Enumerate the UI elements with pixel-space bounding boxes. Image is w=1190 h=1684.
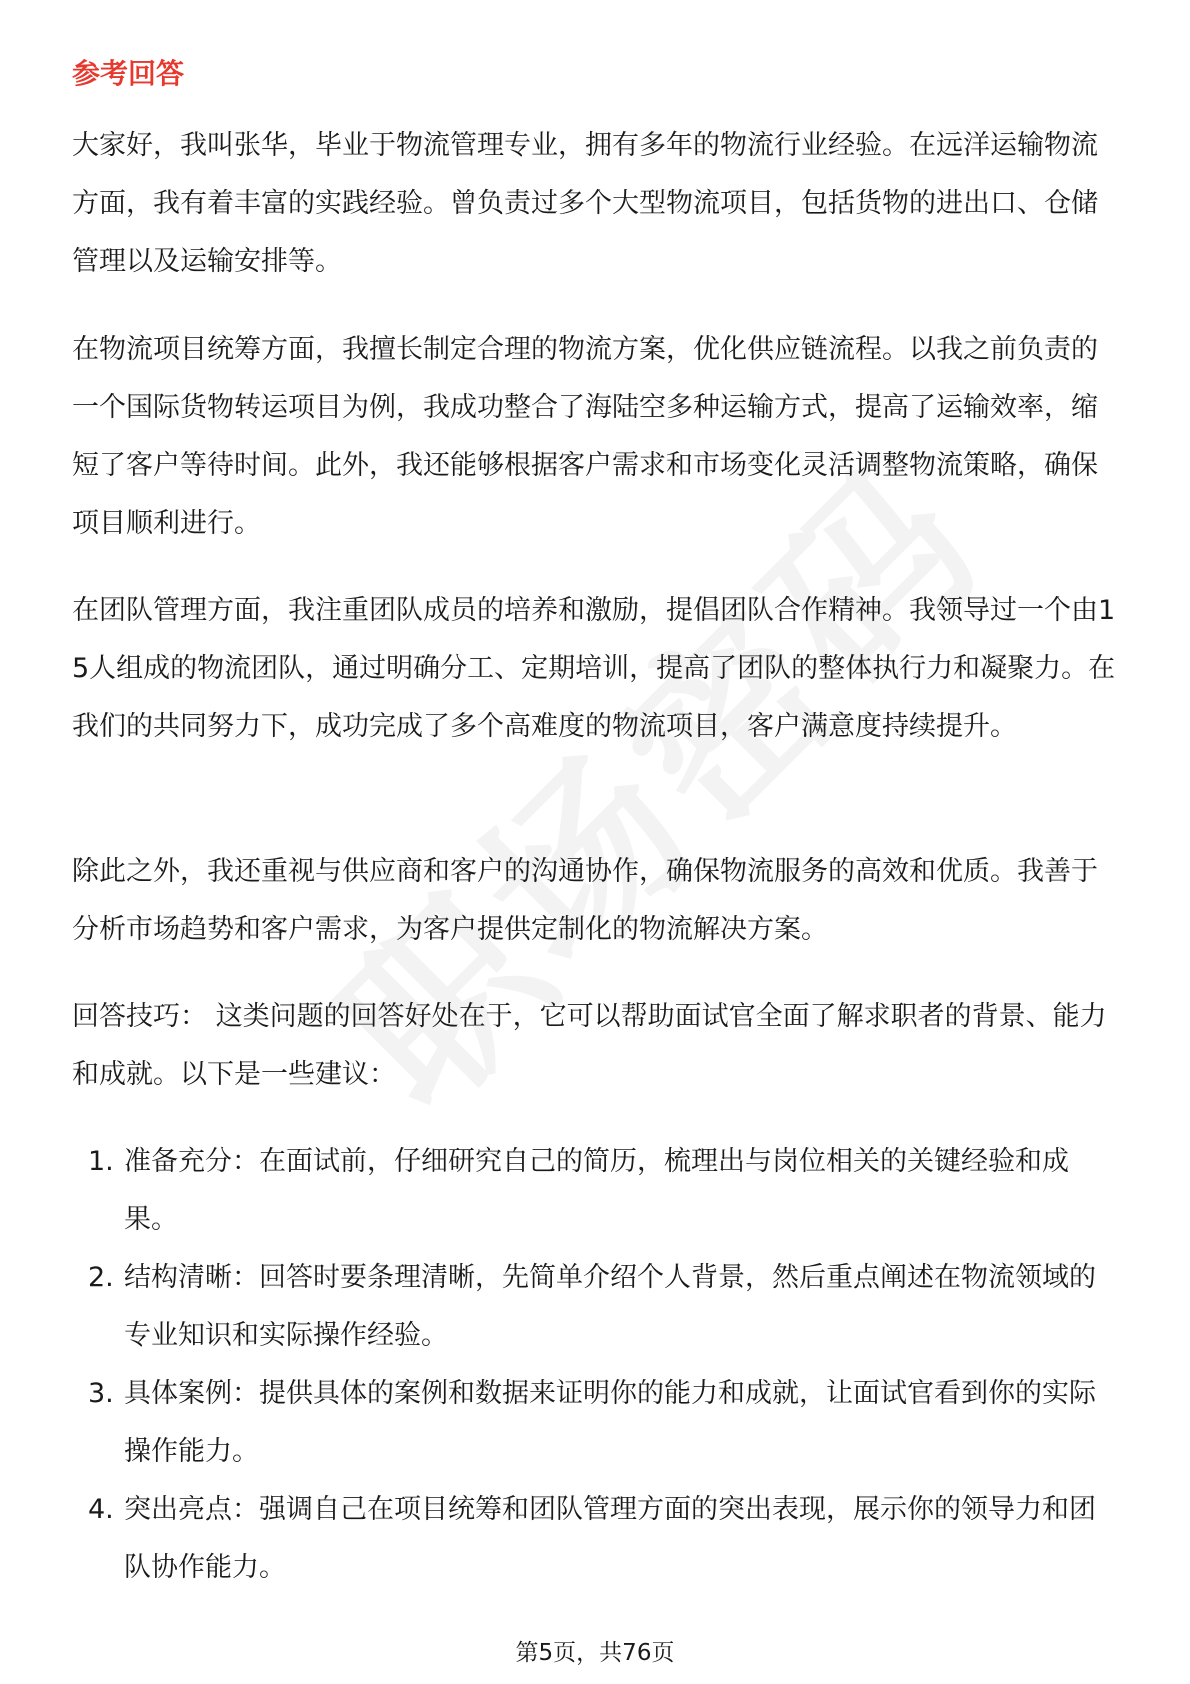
list-item bbox=[72, 1133, 1122, 1249]
answer-paragraph-communication: 除此之外，我还重视与供应商和客户的沟通协作，确保物流服务的高效和优质。我善于分析市场趋势和客户需求，为客户提供定制化的物流解决方案。 bbox=[72, 856, 1098, 945]
list-item-text: 突出亮点：强调自己在项目统筹和团队管理方面的突出表现，展示你的领导力和团队协作能力。 bbox=[124, 1494, 1096, 1583]
list-item-text: 准备充分：在面试前，仔细研究自己的简历，梳理出与岗位相关的关键经验和成果。 bbox=[124, 1146, 1069, 1235]
list-item-number: 2. bbox=[88, 1262, 114, 1293]
list-item-number: 1. bbox=[88, 1146, 114, 1177]
list-item-number: 4. bbox=[88, 1494, 114, 1525]
list-item-text: 具体案例：提供具体的案例和数据来证明你的能力和成就，让面试官看到你的实际操作能力。 bbox=[124, 1378, 1096, 1467]
page-number-footer: 第5页，共76页 bbox=[515, 1640, 675, 1666]
list-item bbox=[72, 1365, 1122, 1481]
answer-paragraph-team: 在团队管理方面，我注重团队成员的培养和激励，提倡团队合作精神。我领导过一个由15人组成的物流团队，通过明确分工、定期培训，提高了团队的整体执行力和凝聚力。在我们的共同努力下，成功完成了多个高难度的物流项目，客户满意度持续提升。 bbox=[72, 595, 1116, 742]
list-item bbox=[72, 1249, 1122, 1365]
list-item bbox=[72, 1481, 1122, 1597]
list-item-text: 结构清晰：回答时要条理清晰，先简单介绍个人背景，然后重点阐述在物流领域的专业知识和实际操作经验。 bbox=[124, 1262, 1096, 1351]
tips-list bbox=[72, 1133, 1122, 1597]
answer-paragraph-project: 在物流项目统筹方面，我擅长制定合理的物流方案，优化供应链流程。以我之前负责的一个国际货物转运项目为例，我成功整合了海陆空多种运输方式，提高了运输效率，缩短了客户等待时间。此外，我还能够根据客户需求和市场变化灵活调整物流策略，确保项目顺利进行。 bbox=[72, 334, 1098, 539]
section-heading: 参考回答 bbox=[72, 57, 185, 90]
list-item-number: 3. bbox=[88, 1378, 114, 1409]
answer-paragraph-intro: 大家好，我叫张华，毕业于物流管理专业，拥有多年的物流行业经验。在远洋运输物流方面，我有着丰富的实践经验。曾负责过多个大型物流项目，包括货物的进出口、仓储管理以及运输安排等。 bbox=[72, 130, 1098, 277]
answer-tips-intro: 回答技巧： 这类问题的回答好处在于，它可以帮助面试官全面了解求职者的背景、能力和成就。以下是一些建议： bbox=[72, 1001, 1107, 1090]
